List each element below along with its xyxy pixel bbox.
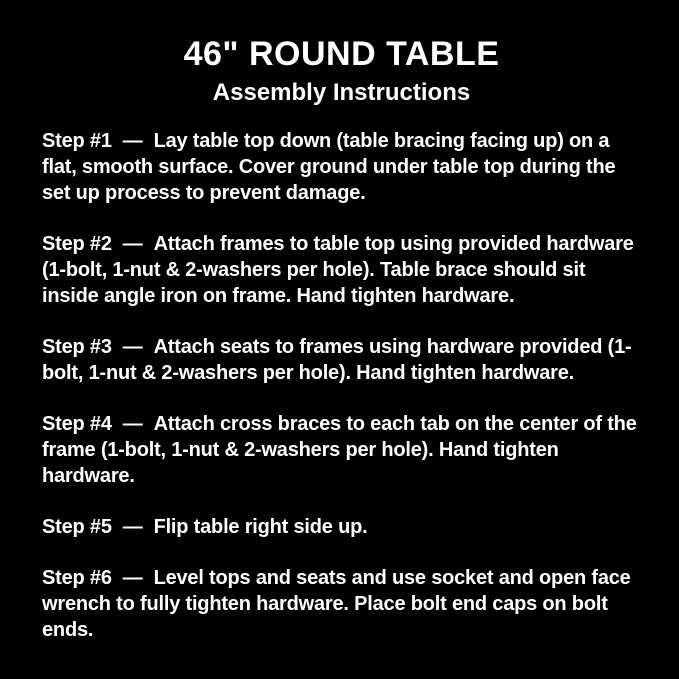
step-item-2 [42,231,641,309]
step-label: Step #3 [42,336,112,359]
step-item-6 [42,565,641,643]
step-label: Step #2 [42,233,112,256]
step-separator: — [122,233,143,256]
poster-header [42,34,641,106]
step-separator: — [122,130,143,153]
steps-list [42,128,641,643]
step-item-4 [42,411,641,489]
step-separator: — [122,567,143,590]
step-text: Attach cross braces to each tab on the center of the frame (1-bolt, 1-nut & 2-washers per hole). Hand tighten hardware. [42,413,642,488]
step-text: Attach seats to frames using hardware provided (1-bolt, 1-nut & 2-washers per hole). Hand tighten hardware. [42,336,632,385]
step-separator: — [122,516,143,539]
step-text: Flip table right side up. [153,516,368,539]
step-item-5 [42,514,641,540]
step-text: Level tops and seats and use socket and open face wrench to fully tighten hardware. Place bolt end caps on bolt ends. [42,567,636,642]
step-separator: — [122,336,143,359]
step-label: Step #6 [42,567,112,590]
step-item-1 [42,128,641,206]
step-label: Step #4 [42,413,112,436]
step-label: Step #1 [42,130,112,153]
step-separator: — [122,413,143,436]
step-label: Step #5 [42,516,112,539]
step-text: Lay table top down (table bracing facing up) on a flat, smooth surface. Cover ground under table top during the set up process to prevent damage. [42,130,621,205]
page-subtitle: Assembly Instructions [212,78,471,106]
step-item-3 [42,334,641,386]
page-title: 46" ROUND TABLE [183,35,500,73]
step-text: Attach frames to table top using provided hardware (1-bolt, 1-nut & 2-washers per hole). Table brace should sit inside angle iron on frame. Hand tighten hardware. [42,233,640,308]
